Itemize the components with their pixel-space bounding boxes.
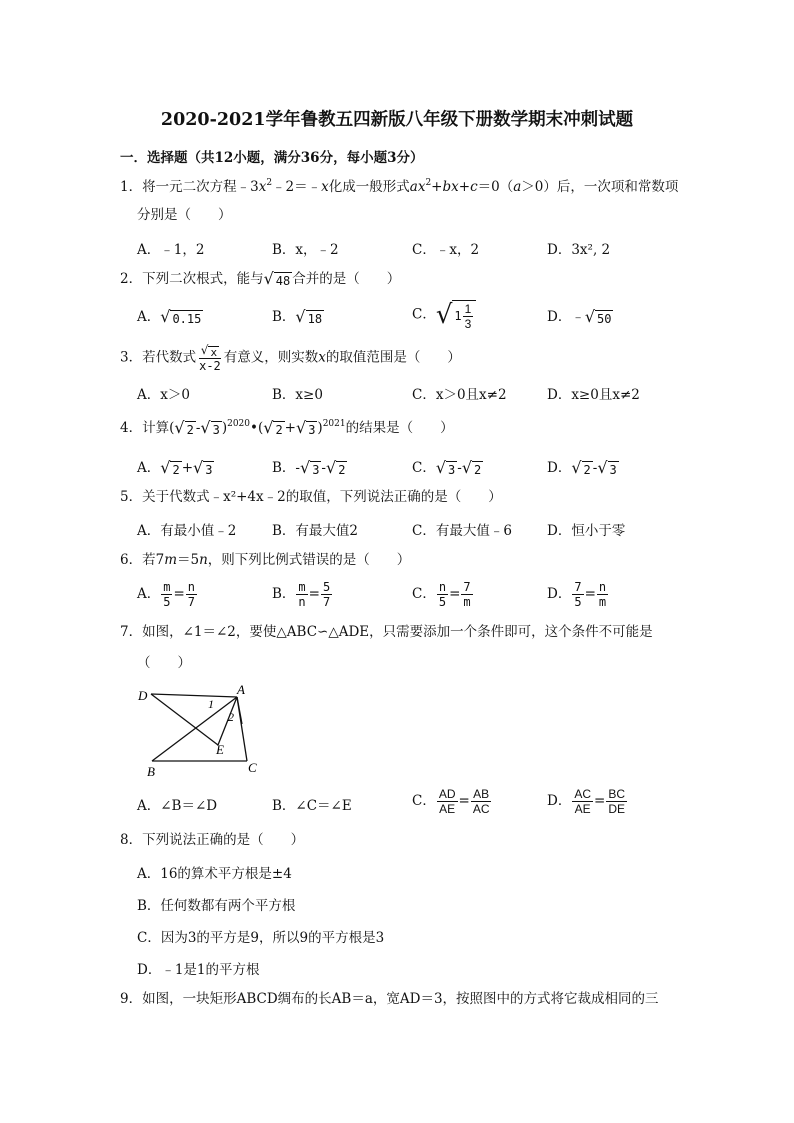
q5-option-b: B．有最大值2	[272, 523, 359, 539]
q7-option-b: B．∠C＝∠E	[272, 798, 352, 814]
q6-option-a: A． $\frac{m}{5}$ = $\frac{n}{7}$	[137, 580, 196, 609]
q5-option-d: D．恒小于零	[547, 523, 626, 539]
q7-option-d: D． $\frac{AC}{AE}$ = $\frac{BC}{DE}$	[547, 787, 625, 816]
q5-option-a: A．有最小值﹣2	[137, 523, 237, 539]
page-title: 2020-2021学年鲁教五四新版八年级下册数学期末冲刺试题	[160, 110, 634, 130]
q3-option-a: A．x＞0	[137, 387, 190, 403]
label-C: C	[248, 760, 257, 775]
q2-option-b: B． √ 18	[272, 307, 323, 326]
q4-option-a: A． √ 2 + √ 3	[137, 458, 213, 477]
q8-option-c: C．因为3的平方是9，所以9的平方根是3	[137, 930, 385, 946]
question-5: 5．关于代数式﹣x²+4x﹣2的取值，下列说法正确的是（ ）	[120, 489, 502, 505]
q7-option-a: A．∠B＝∠D	[137, 798, 218, 814]
question-9: 9．如图，一块矩形ABCD绸布的长AB＝a，宽AD＝3，按照图中的方式将它裁成相同的三	[120, 991, 659, 1007]
q2-option-a: A． √ 0.15	[137, 307, 202, 326]
label-angle-1: 1	[208, 697, 214, 711]
question-7: 7．如图，∠1＝∠2，要使△ABC∽△ADE，只需要添加一个条件即可，这个条件不可能是	[120, 624, 653, 640]
label-D: D	[138, 688, 148, 703]
question-7-line2: （ ）	[137, 655, 191, 671]
q4-option-d: D． √ 2 - √ 3	[547, 458, 617, 477]
question-2: 2．下列二次根式，能与 √ 48 合并的是（ ）	[120, 269, 401, 288]
q6-option-b: B． $\frac{m}{n}$ = $\frac{5}{7}$	[272, 580, 331, 609]
q6-option-c: C． $\frac{n}{5}$ = $\frac{7}{m}$	[412, 580, 471, 609]
q6-option-d: D． $\frac{7}{5}$ = $\frac{n}{m}$	[547, 580, 607, 609]
q1-option-a: A．﹣1，2	[137, 242, 205, 258]
q8-option-b: B．任何数都有两个平方根	[137, 898, 296, 914]
label-A: A	[237, 682, 245, 697]
section-heading: 一．选择题（共12小题，满分36分，每小题3分）	[120, 150, 424, 166]
q4-option-c: C． √ 3 - √ 2	[412, 458, 482, 477]
label-angle-2: 2	[228, 710, 234, 724]
q8-option-a: A．16的算术平方根是±4	[137, 866, 292, 882]
q3-option-b: B．x≥0	[272, 387, 323, 403]
q4-option-b: B．- √ 3 - √ 2	[272, 458, 346, 477]
q3-option-d: D．x≥0且x≠2	[547, 387, 640, 403]
question-1: 1．将一元二次方程$﹣3x^2﹣2=﹣x$化成一般形式$ax^2+bx+c=0(a>0)$后，一次项和常数项	[120, 178, 679, 195]
q3-option-c: C．x＞0且x≠2	[412, 387, 507, 403]
question-3: 3．若代数式 √ x x-2 有意义，则实数x的取值范围是（ ）	[120, 342, 461, 373]
q1-option-d: D．3x², 2	[547, 242, 611, 258]
q1-option-c: C．﹣x，2	[412, 242, 480, 258]
q8-option-d: D．﹣1是1的平方根	[137, 962, 260, 978]
q1-option-b: B．x，﹣2	[272, 242, 339, 258]
sqrt-48: √ 48	[263, 269, 291, 288]
question-6: 6．若7m＝5n，则下列比例式错误的是（ ）	[120, 552, 411, 568]
q5-option-c: C．有最大值﹣6	[412, 523, 512, 539]
question-8: 8．下列说法正确的是（ ）	[120, 832, 305, 848]
triangle-figure	[130, 680, 270, 780]
question-4: 4．计算( √ 2 - √ 3 )$^{2020}$•( √ 2 + √ 3 )$^{2021}$的结果是（ ）	[120, 418, 454, 437]
q2-option-d: D．﹣ √ 50	[547, 307, 612, 326]
label-E: E	[216, 742, 224, 757]
question-1-line2: 分别是（ ）	[137, 207, 232, 223]
q7-option-c: C． $\frac{AD}{AE}$ = $\frac{AB}{AC}$	[412, 787, 490, 816]
label-B: B	[147, 764, 155, 779]
q2-option-c: C． √ 1 $\frac{1}{3}$	[412, 298, 476, 332]
